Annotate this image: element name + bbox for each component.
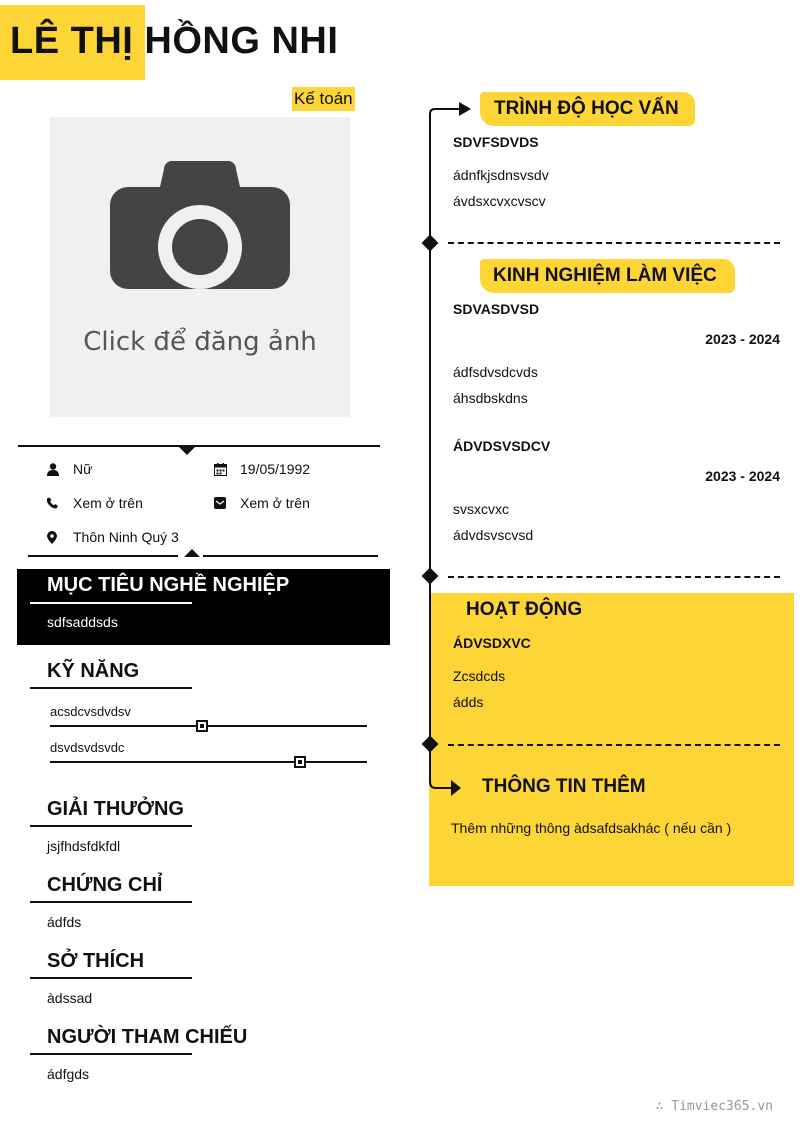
experience-title: KINH NGHIỆM LÀM VIỆC xyxy=(493,265,717,286)
hobbies-text[interactable]: àdssad xyxy=(47,990,93,1006)
email-value: Xem ở trên xyxy=(240,495,310,511)
experience-period[interactable]: 2023 - 2024 xyxy=(705,331,780,347)
education-line[interactable]: ádnfkjsdnsvsdv xyxy=(453,167,549,183)
experience-line[interactable]: svsxcvxc xyxy=(453,501,509,517)
contact-phone[interactable] xyxy=(47,495,143,511)
certificates-underline xyxy=(30,901,192,903)
skill-level-handle[interactable] xyxy=(196,720,208,732)
contact-gender[interactable] xyxy=(47,461,92,477)
user-icon xyxy=(47,463,73,476)
calendar-icon xyxy=(214,463,240,476)
certificates-text[interactable]: ádfds xyxy=(47,914,82,930)
dashed-divider xyxy=(448,744,780,746)
job-title[interactable]: Kế toán xyxy=(292,87,355,111)
dob-value: 19/05/1992 xyxy=(240,461,311,477)
additional-text[interactable]: Thêm những thông àdsafdsakhác ( nếu cần ) xyxy=(451,820,732,836)
activities-title: HOẠT ĐỘNG xyxy=(466,599,583,620)
references-title: NGƯỜI THAM CHIẾU xyxy=(47,1026,248,1048)
phone-value: Xem ở trên xyxy=(73,495,143,511)
skill-track xyxy=(50,725,367,727)
brand-watermark: ∴ Timviec365.vn xyxy=(655,1099,773,1114)
contact-address[interactable] xyxy=(47,529,179,545)
camera-icon xyxy=(110,161,290,291)
references-underline xyxy=(30,1053,192,1055)
skill-name[interactable]: dsvdsvdsvdc xyxy=(50,740,125,755)
candidate-name[interactable]: LÊ THỊ HỒNG NHI xyxy=(10,20,339,62)
dashed-divider xyxy=(448,242,780,244)
phone-icon xyxy=(47,497,73,509)
skill-level-handle[interactable] xyxy=(294,756,306,768)
experience-company[interactable]: SDVASDVSD xyxy=(453,301,540,317)
divider xyxy=(203,555,378,557)
activities-line[interactable]: Zcsdcds xyxy=(453,668,506,684)
activities-org[interactable]: ÁDVSDXVC xyxy=(453,635,531,651)
skills-underline xyxy=(30,687,192,689)
timeline-line xyxy=(429,128,431,768)
additional-title: THÔNG TIN THÊM xyxy=(482,776,646,797)
education-title: TRÌNH ĐỘ HỌC VẤN xyxy=(494,98,679,119)
experience-line[interactable]: ádvdsvscvsd xyxy=(453,527,534,543)
avatar-upload[interactable] xyxy=(50,117,350,417)
experience-line[interactable]: ádfsdvsdcvds xyxy=(453,364,538,380)
map-marker-icon xyxy=(47,531,73,544)
timeline-diamond xyxy=(422,235,439,252)
activities-line[interactable]: ádds xyxy=(453,694,484,710)
contact-dob[interactable] xyxy=(214,461,310,477)
arrow-right-icon xyxy=(425,100,475,130)
experience-company[interactable]: ÁDVDSVSDCV xyxy=(453,438,551,454)
triangle-up-icon xyxy=(184,549,200,557)
divider xyxy=(18,445,380,447)
education-school[interactable]: SDVFSDVDS xyxy=(453,134,539,150)
awards-underline xyxy=(30,825,192,827)
education-line[interactable]: ávdsxcvxcvscv xyxy=(453,193,546,209)
references-text[interactable]: ádfgds xyxy=(47,1066,90,1082)
awards-text[interactable]: jsjfhdsfdkfdl xyxy=(47,838,121,854)
skills-title: KỸ NĂNG xyxy=(47,660,140,682)
hobbies-title: SỞ THÍCH xyxy=(47,950,145,972)
address-value: Thôn Ninh Quý 3 xyxy=(73,529,179,545)
dashed-divider xyxy=(448,576,780,578)
brand-name: Timviec365.vn xyxy=(671,1099,773,1114)
experience-line[interactable]: áhsdbskdns xyxy=(453,390,528,406)
timeline-diamond xyxy=(422,568,439,585)
contact-email[interactable] xyxy=(214,495,310,511)
triangle-down-icon xyxy=(179,447,195,455)
awards-title: GIẢI THƯỞNG xyxy=(47,798,184,820)
skill-track xyxy=(50,761,367,763)
gender-value: Nữ xyxy=(73,461,93,477)
upload-photo-label: Click để đăng ảnh xyxy=(83,327,317,357)
objective-underline xyxy=(30,602,192,604)
objective-title: MỤC TIÊU NGHỀ NGHIỆP xyxy=(47,574,290,596)
divider xyxy=(28,555,178,557)
arrow-right-icon xyxy=(425,766,465,796)
objective-text[interactable]: sdfsaddsds xyxy=(47,614,118,630)
certificates-title: CHỨNG CHỈ xyxy=(47,874,163,896)
envelope-icon xyxy=(214,497,240,509)
hobbies-underline xyxy=(30,977,192,979)
skill-name[interactable]: acsdcvsdvdsv xyxy=(50,704,131,719)
experience-period[interactable]: 2023 - 2024 xyxy=(705,468,780,484)
